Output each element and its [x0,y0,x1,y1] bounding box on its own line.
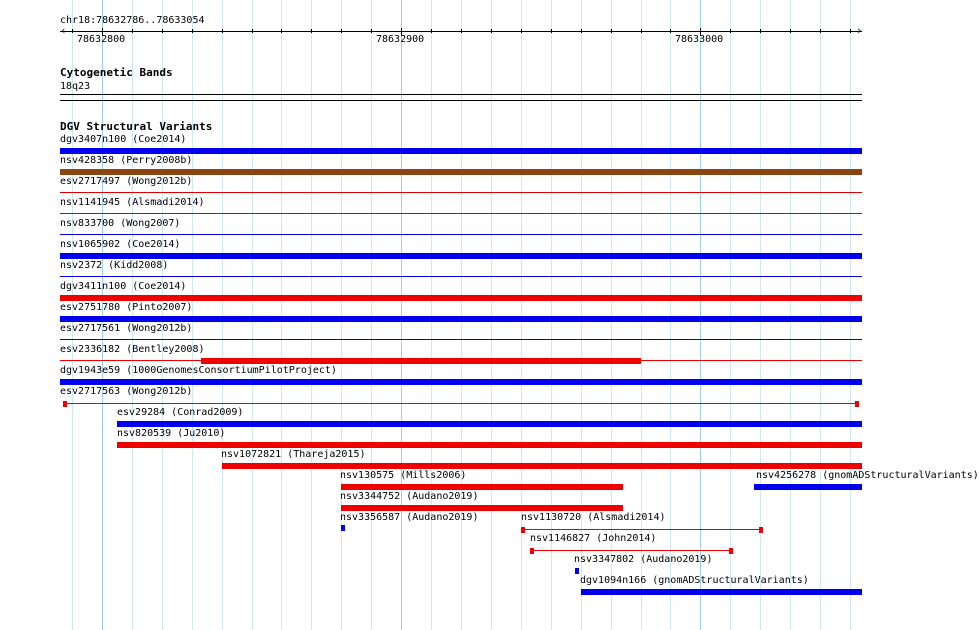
cytoband-bar-bottom [60,100,862,101]
ruler-tick [192,29,193,33]
dgv-feature-end-cap [759,527,763,533]
ruler-tick [670,29,671,33]
dgv-feature-label[interactable]: nsv1146827 (John2014) [530,533,657,544]
dgv-feature-label[interactable]: nsv833700 (Wong2007) [60,218,181,229]
cytoband-track-title: Cytogenetic Bands [60,66,173,79]
ruler-tick [341,29,342,33]
ruler-tick [730,29,731,33]
dgv-feature-bar[interactable] [117,421,862,427]
dgv-feature-label[interactable]: nsv2372 (Kidd2008) [60,260,169,271]
dgv-feature-bar[interactable] [201,358,641,364]
cytoband-bar-top [60,94,862,95]
dgv-feature-label[interactable]: dgv3407n100 (Coe2014) [60,134,187,145]
dgv-feature-label[interactable]: nsv1141945 (Alsmadi2014) [60,197,205,208]
ruler-tick [72,29,73,33]
dgv-feature-label[interactable]: nsv1130720 (Alsmadi2014) [521,512,666,523]
dgv-feature-line[interactable] [530,550,733,551]
dgv-feature-line[interactable] [521,529,763,530]
dgv-feature-bar[interactable] [575,568,579,574]
dgv-feature-label[interactable]: esv2751780 (Pinto2007) [60,302,193,313]
ruler-tick-label: 78633000 [675,34,724,45]
dgv-feature-label[interactable]: nsv3356587 (Audano2019) [340,512,479,523]
ruler-tick [222,29,223,33]
dgv-feature-label[interactable]: nsv4256278 (gnomADStructuralVariants) [756,470,979,481]
dgv-feature-end-cap [63,401,67,407]
ruler-tick [162,29,163,33]
dgv-feature-bar[interactable] [222,463,862,469]
cytoband-label[interactable]: 18q23 [60,81,91,92]
dgv-feature-end-cap [521,527,525,533]
dgv-feature-label[interactable]: nsv1065902 (Coe2014) [60,239,181,250]
ruler-tick [521,29,522,33]
dgv-feature-bar[interactable] [60,253,862,259]
dgv-feature-label[interactable]: nsv3347802 (Audano2019) [574,554,713,565]
dgv-feature-bar[interactable] [60,169,862,175]
ruler-tick [491,29,492,33]
ruler-tick [790,29,791,33]
dgv-feature-end-cap [729,548,733,554]
dgv-feature-end-cap [530,548,534,554]
dgv-feature-label[interactable]: esv2717561 (Wong2012b) [60,323,193,334]
ruler-tick [581,29,582,33]
ruler-tick [820,29,821,33]
dgv-feature-line[interactable] [63,403,859,404]
dgv-track-title: DGV Structural Variants [60,120,213,133]
ruler-tick [551,29,552,33]
ruler-tick [281,29,282,33]
ruler-right-arrow: › [856,24,863,37]
dgv-feature-line[interactable] [60,213,862,214]
dgv-feature-bar[interactable] [60,316,862,322]
ruler-tick [611,29,612,33]
dgv-feature-bar[interactable] [60,148,862,154]
ruler-tick [461,29,462,33]
ruler-tick-label: 78632900 [376,34,425,45]
ruler-tick [311,29,312,33]
dgv-feature-bar[interactable] [341,525,345,531]
dgv-feature-line[interactable] [60,276,862,277]
dgv-feature-bar[interactable] [754,484,862,490]
dgv-feature-label[interactable]: nsv820539 (Ju2010) [117,428,226,439]
dgv-feature-end-cap [855,401,859,407]
dgv-feature-line[interactable] [60,192,862,193]
dgv-feature-label[interactable]: esv2717563 (Wong2012b) [60,386,193,397]
dgv-feature-label[interactable]: nsv3344752 (Audano2019) [340,491,479,502]
dgv-feature-bar[interactable] [60,295,862,301]
dgv-feature-label[interactable]: esv2336182 (Bentley2008) [60,344,205,355]
dgv-feature-label[interactable]: dgv1943e59 (1000GenomesConsortiumPilotProject) [60,365,337,376]
dgv-feature-label[interactable]: esv2717497 (Wong2012b) [60,176,193,187]
dgv-feature-label[interactable]: esv29284 (Conrad2009) [117,407,244,418]
dgv-feature-bar[interactable] [60,379,862,385]
dgv-feature-label[interactable]: nsv1072821 (Thareja2015) [221,449,366,460]
ruler-tick [850,29,851,33]
ruler-tick [371,29,372,33]
ruler-tick [132,29,133,33]
ruler-tick [252,29,253,33]
ruler-location: chr18:78632786..78633054 [60,15,205,26]
dgv-feature-bar[interactable] [341,505,623,511]
dgv-feature-label[interactable]: nsv130575 (Mills2006) [340,470,467,481]
dgv-feature-bar[interactable] [117,442,862,448]
ruler-tick [760,29,761,33]
dgv-feature-label[interactable]: dgv3411n100 (Coe2014) [60,281,187,292]
dgv-feature-line[interactable] [60,339,862,340]
dgv-feature-bar[interactable] [581,589,862,595]
dgv-feature-label[interactable]: dgv1094n166 (gnomADStructuralVariants) [580,575,809,586]
dgv-feature-label[interactable]: nsv428358 (Perry2008b) [60,155,193,166]
ruler-tick-label: 78632800 [77,34,126,45]
ruler-left-arrow: ‹ [60,24,67,37]
ruler-tick [641,29,642,33]
dgv-feature-line[interactable] [60,234,862,235]
ruler-tick [431,29,432,33]
dgv-feature-bar[interactable] [341,484,623,490]
